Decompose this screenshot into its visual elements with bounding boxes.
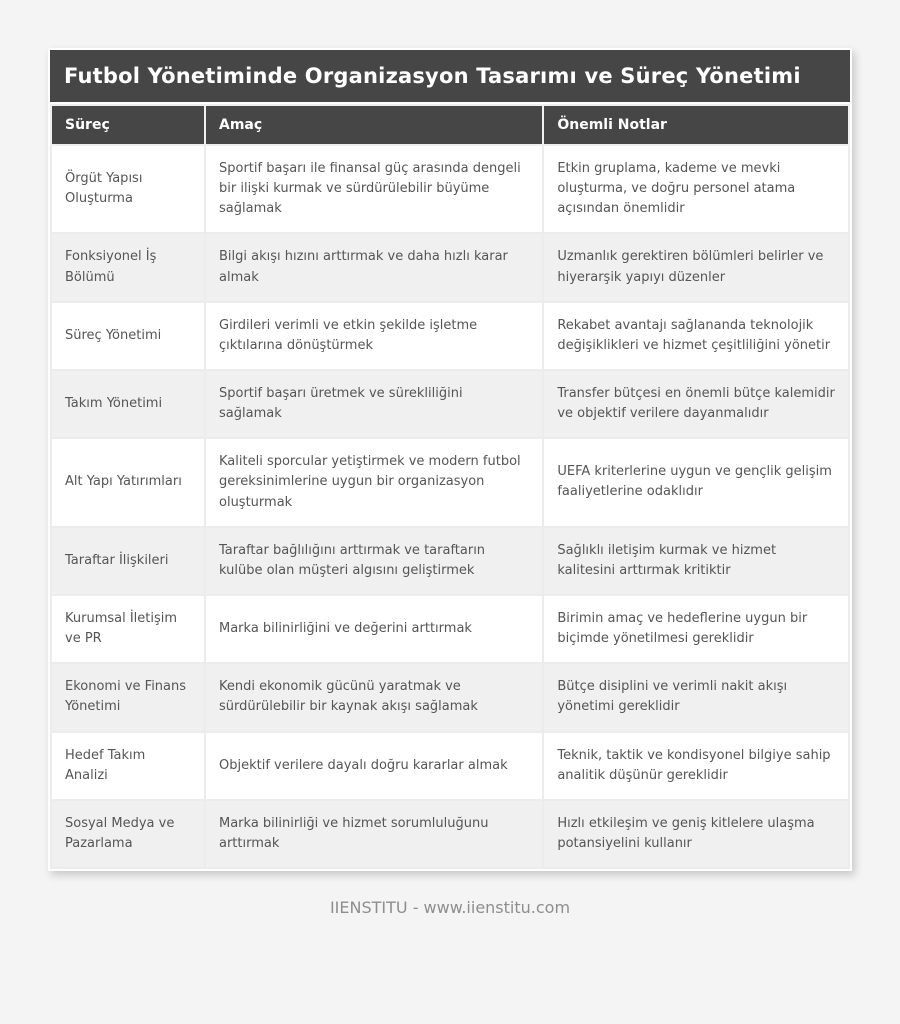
cell-purpose: Taraftar bağlılığını arttırmak ve taraftarın kulübe olan müşteri algısını geliştirmek <box>205 527 543 595</box>
table-row <box>51 732 849 800</box>
cell-process: Süreç Yönetimi <box>51 302 205 370</box>
cell-notes: Etkin gruplama, kademe ve mevki oluşturma, ve doğru personel atama açısından önemlidir <box>543 145 849 233</box>
table-row <box>51 145 849 233</box>
col-header-process: Süreç <box>51 105 205 145</box>
table-row <box>51 663 849 731</box>
table-body <box>51 145 849 868</box>
cell-process: Sosyal Medya ve Pazarlama <box>51 800 205 868</box>
footer-credit: IIENSTITU - www.iienstitu.com <box>329 898 571 918</box>
cell-purpose: Objektif verilere dayalı doğru kararlar almak <box>205 732 543 800</box>
cell-purpose: Bilgi akışı hızını arttırmak ve daha hızlı karar almak <box>205 233 543 301</box>
cell-purpose: Marka bilinirliğini ve değerini arttırmak <box>205 595 543 663</box>
cell-process: Hedef Takım Analizi <box>51 732 205 800</box>
cell-notes: Sağlıklı iletişim kurmak ve hizmet kalitesini arttırmak kritiktir <box>543 527 849 595</box>
cell-purpose: Kendi ekonomik gücünü yaratmak ve sürdürülebilir bir kaynak akışı sağlamak <box>205 663 543 731</box>
process-table <box>50 104 850 869</box>
cell-notes: Bütçe disiplini ve verimli nakit akışı yönetimi gereklidir <box>543 663 849 731</box>
cell-notes: Uzmanlık gerektiren bölümleri belirler ve hiyerarşik yapıyı düzenler <box>543 233 849 301</box>
cell-purpose: Girdileri verimli ve etkin şekilde işletme çıktılarına dönüştürmek <box>205 302 543 370</box>
table-row <box>51 233 849 301</box>
cell-process: Kurumsal İletişim ve PR <box>51 595 205 663</box>
cell-process: Takım Yönetimi <box>51 370 205 438</box>
table-row <box>51 302 849 370</box>
cell-purpose: Sportif başarı üretmek ve sürekliliğini sağlamak <box>205 370 543 438</box>
cell-notes: UEFA kriterlerine uygun ve gençlik gelişim faaliyetlerine odaklıdır <box>543 438 849 526</box>
table-row <box>51 800 849 868</box>
cell-purpose: Kaliteli sporcular yetiştirmek ve modern futbol gereksinimlerine uygun bir organizasyon oluşturmak <box>205 438 543 526</box>
cell-process: Alt Yapı Yatırımları <box>51 438 205 526</box>
cell-process: Ekonomi ve Finans Yönetimi <box>51 663 205 731</box>
cell-notes: Birimin amaç ve hedeflerine uygun bir biçimde yönetilmesi gereklidir <box>543 595 849 663</box>
table-row <box>51 527 849 595</box>
cell-purpose: Marka bilinirliği ve hizmet sorumluluğunu arttırmak <box>205 800 543 868</box>
cell-process: Fonksiyonel İş Bölümü <box>51 233 205 301</box>
table-row <box>51 438 849 526</box>
cell-purpose: Sportif başarı ile finansal güç arasında dengeli bir ilişki kurmak ve sürdürülebilir büyüme sağlamak <box>205 145 543 233</box>
table-card <box>48 48 852 871</box>
cell-notes: Rekabet avantajı sağlananda teknolojik değişiklikleri ve hizmet çeşitliliğini yönetir <box>543 302 849 370</box>
col-header-purpose: Amaç <box>205 105 543 145</box>
cell-process: Taraftar İlişkileri <box>51 527 205 595</box>
cell-notes: Transfer bütçesi en önemli bütçe kalemidir ve objektif verilere dayanmalıdır <box>543 370 849 438</box>
cell-notes: Teknik, taktik ve kondisyonel bilgiye sahip analitik düşünür gereklidir <box>543 732 849 800</box>
table-row <box>51 370 849 438</box>
cell-notes: Hızlı etkileşim ve geniş kitlelere ulaşma potansiyelini kullanır <box>543 800 849 868</box>
header-row <box>51 105 849 145</box>
page-title: Futbol Yönetiminde Organizasyon Tasarımı ve Süreç Yönetimi <box>50 50 850 102</box>
cell-process: Örgüt Yapısı Oluşturma <box>51 145 205 233</box>
col-header-notes: Önemli Notlar <box>543 105 849 145</box>
table-row <box>51 595 849 663</box>
